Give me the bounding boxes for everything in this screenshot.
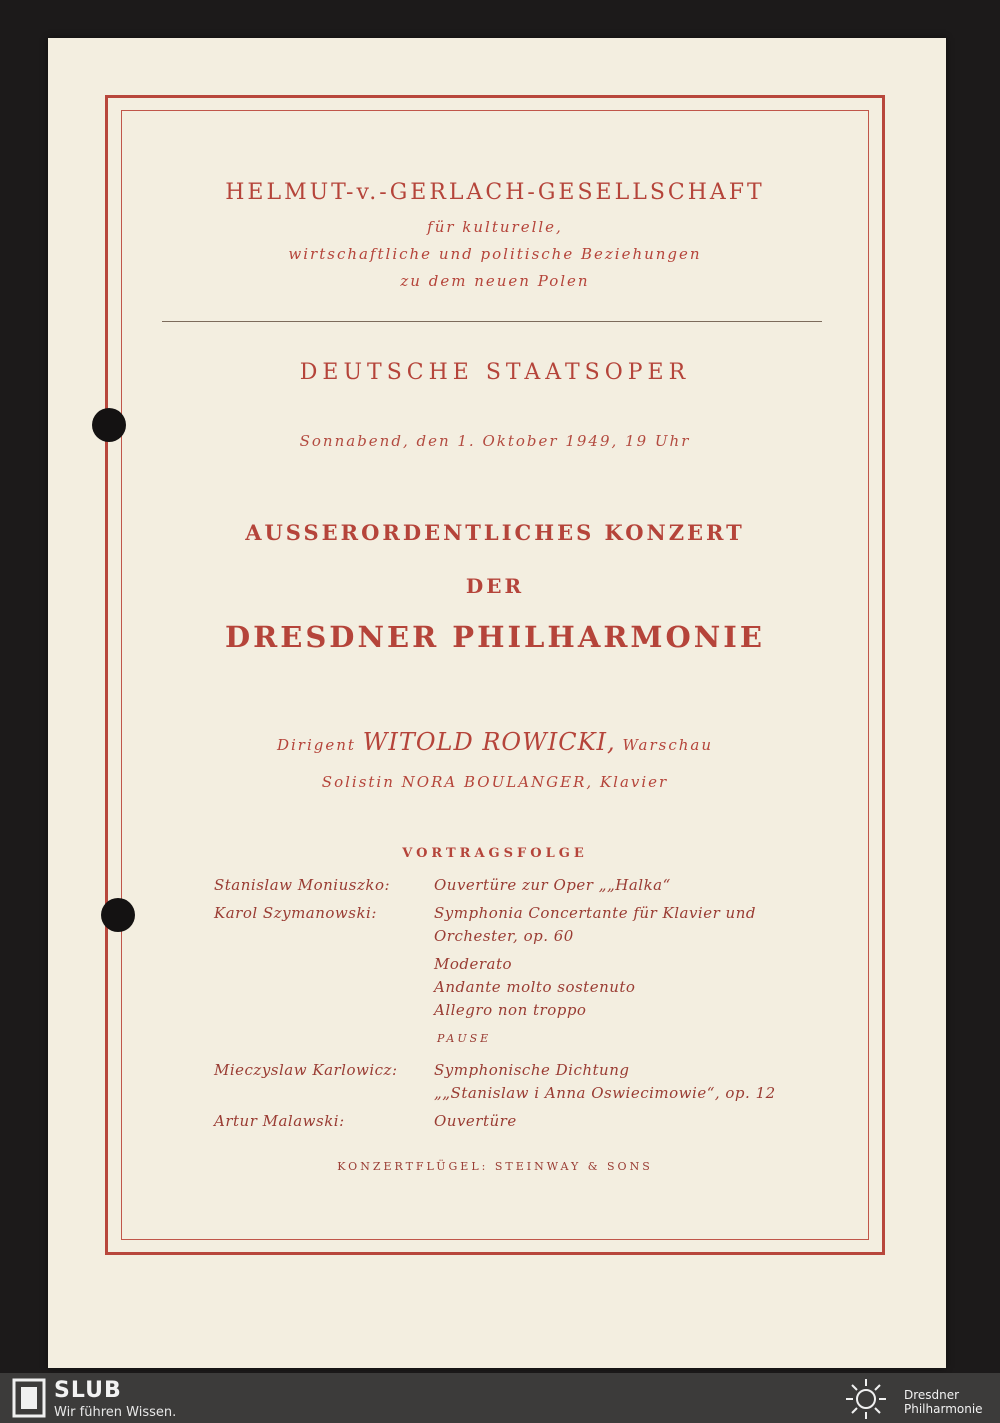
piano-note: KONZERTFLÜGEL: STEINWAY & SONS (337, 1160, 653, 1173)
slub-logo-icon[interactable] (12, 1378, 46, 1418)
society-subtitle-2: wirtschaftliche und politische Beziehungen (288, 245, 702, 263)
concert-title: AUSSERORDENTLICHES KONZERT (245, 520, 745, 545)
conductor-name: WITOLD ROWICKI, (362, 728, 616, 756)
movement-1: Moderato (434, 955, 513, 973)
composer-2: Karol Szymanowski: (214, 904, 377, 922)
work-4: Ouvertüre (434, 1112, 517, 1130)
orchestra-name: DRESDNER PHILHARMONIE (225, 620, 765, 654)
philharmonie-name-line2: Philharmonie (904, 1402, 983, 1416)
work-2-cont: Orchester, op. 60 (434, 927, 574, 945)
venue: DEUTSCHE STAATSOPER (299, 360, 691, 385)
work-3-cont: „„Stanislaw i Anna Oswiecimowie“, op. 12 (434, 1084, 776, 1102)
soloist-instrument: Klavier (599, 773, 669, 791)
work-1: Ouvertüre zur Oper „„Halka“ (434, 876, 671, 894)
work-2: Symphonia Concertante für Klavier und (434, 904, 756, 922)
philharmonie-logo-icon[interactable] (842, 1377, 890, 1421)
concert-title-der: DER (465, 574, 525, 598)
conductor-line (121, 728, 869, 756)
composer-1: Stanislaw Moniuszko: (214, 876, 391, 894)
conductor-label: Dirigent (276, 736, 356, 754)
soloist-name: NORA BOULANGER, (401, 773, 594, 791)
society-subtitle-1: für kulturelle, (427, 218, 563, 236)
slub-tagline: Wir führen Wissen. (54, 1405, 177, 1420)
work-3: Symphonische Dichtung (434, 1061, 630, 1079)
event-date: Sonnabend, den 1. Oktober 1949, 19 Uhr (299, 432, 691, 450)
divider (162, 321, 822, 322)
philharmonie-name-line1: Dresdner (904, 1388, 960, 1402)
movement-3: Allegro non troppo (434, 1001, 587, 1019)
composer-4: Artur Malawski: (214, 1112, 345, 1130)
movement-2: Andante molto sostenuto (434, 978, 636, 996)
composer-3: Mieczyslaw Karlowicz: (214, 1061, 398, 1079)
philharmonie-name[interactable] (904, 1388, 994, 1416)
conductor-city: Warschau (622, 736, 714, 754)
program-heading: VORTRAGSFOLGE (402, 846, 588, 861)
punch-hole-bottom (101, 898, 135, 932)
society-name: HELMUT-v.-GERLACH-GESELLSCHAFT (225, 180, 765, 205)
soloist-line (121, 773, 869, 791)
pause-label: PAUSE (437, 1032, 492, 1045)
soloist-label: Solistin (321, 773, 395, 791)
society-subtitle-3: zu dem neuen Polen (400, 272, 590, 290)
slub-name[interactable]: SLUB (54, 1378, 122, 1403)
